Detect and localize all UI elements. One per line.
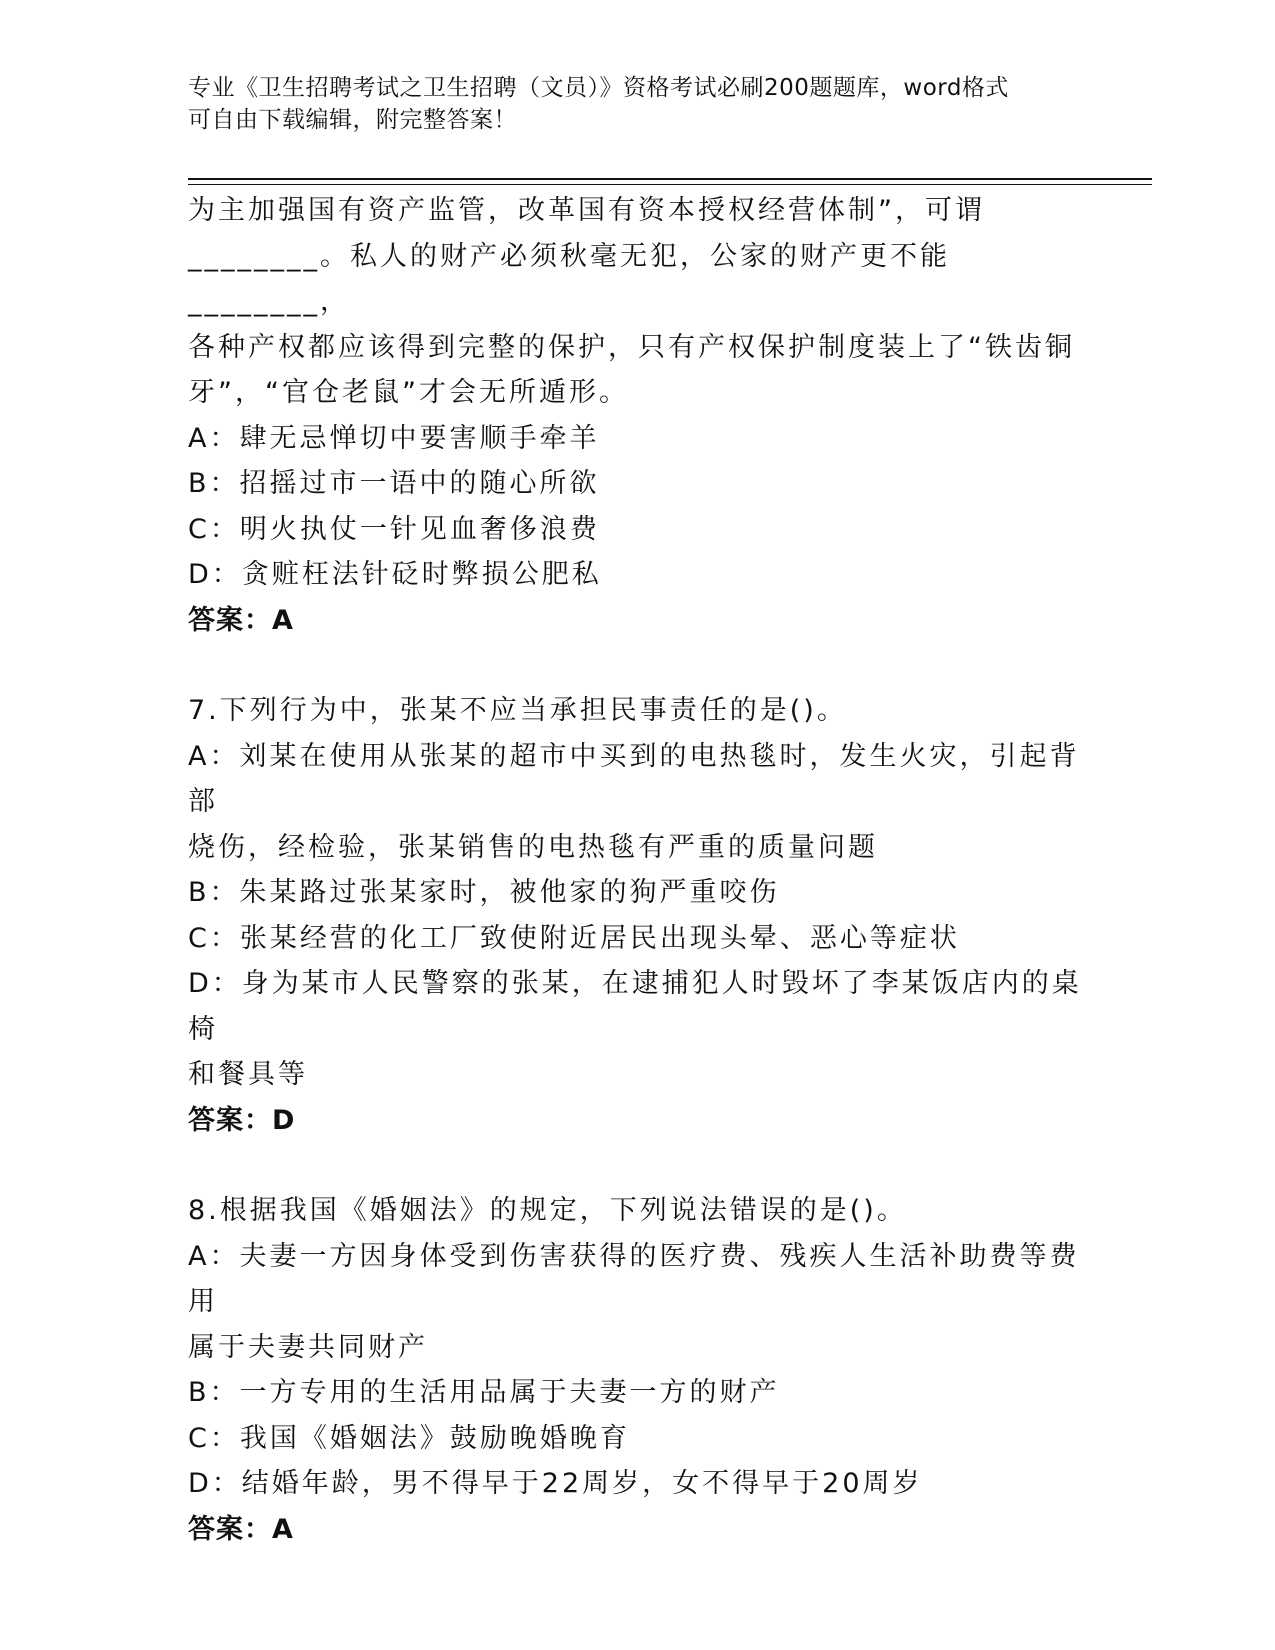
answer-line: 答案：A [188,1513,294,1545]
question-8 [188,1188,1098,1552]
page-header [188,72,1088,136]
option-c: C：我国《婚姻法》鼓励晚婚晚育 [188,1422,630,1454]
spacer [188,643,1098,688]
option-d: D：身为某市人民警察的张某，在逮捕犯人时毁坏了李某饭店内的桌椅 [188,968,1082,1045]
question-stem-line: 为主加强国有资产监管，改革国有资本授权经营体制”，可谓 [188,195,985,226]
answer-line: 答案：A [188,604,294,636]
answer-line: 答案：D [188,1104,296,1136]
question-stem-line: 牙”，“官仓老鼠”才会无所遁形。 [188,377,629,408]
question-stem-line: ________。私人的财产必须秋毫无犯，公家的财产更不能________， [188,240,950,317]
option-d: D：贪赃枉法针砭时弊损公肥私 [188,559,602,590]
option-d-continued: 和餐具等 [188,1059,308,1090]
question-6 [188,188,1098,643]
option-b: B：朱某路过张某家时，被他家的狗严重咬伤 [188,877,780,908]
option-a: A：刘某在使用从张某的超市中买到的电热毯时，发生火灾，引起背部 [188,740,1080,817]
option-c: C：明火执仗一针见血奢侈浪费 [188,513,600,545]
spacer [188,1143,1098,1188]
question-stem-line: 各种产权都应该得到完整的保护，只有产权保护制度装上了“铁齿铜 [188,331,1075,363]
option-a: A：肆无忌惮切中要害顺手牵羊 [188,422,600,454]
option-a: A：夫妻一方因身体受到伤害获得的医疗费、残疾人生活补助费等费用 [188,1240,1080,1317]
header-rule-thick [188,178,1152,180]
option-a-continued: 属于夫妻共同财产 [188,1331,428,1363]
option-d: D：结婚年龄，男不得早于22周岁，女不得早于20周岁 [188,1468,923,1499]
option-b: B：一方专用的生活用品属于夫妻一方的财产 [188,1377,780,1408]
header-line-1: 专业《卫生招聘考试之卫生招聘（文员）》资格考试必刷200题题库，word格式 [188,75,1009,101]
question-stem: 8.根据我国《婚姻法》的规定，下列说法错误的是()。 [188,1195,907,1226]
option-b: B：招摇过市一语中的随心所欲 [188,468,600,499]
document-body [188,188,1098,1552]
option-a-continued: 烧伤，经检验，张某销售的电热毯有严重的质量问题 [188,831,878,863]
question-7 [188,688,1098,1143]
question-stem: 7.下列行为中，张某不应当承担民事责任的是()。 [188,695,847,726]
header-line-2: 可自由下载编辑，附完整答案！ [188,107,517,133]
header-rule-thin [188,184,1152,185]
option-c: C：张某经营的化工厂致使附近居民出现头晕、恶心等症状 [188,922,960,954]
